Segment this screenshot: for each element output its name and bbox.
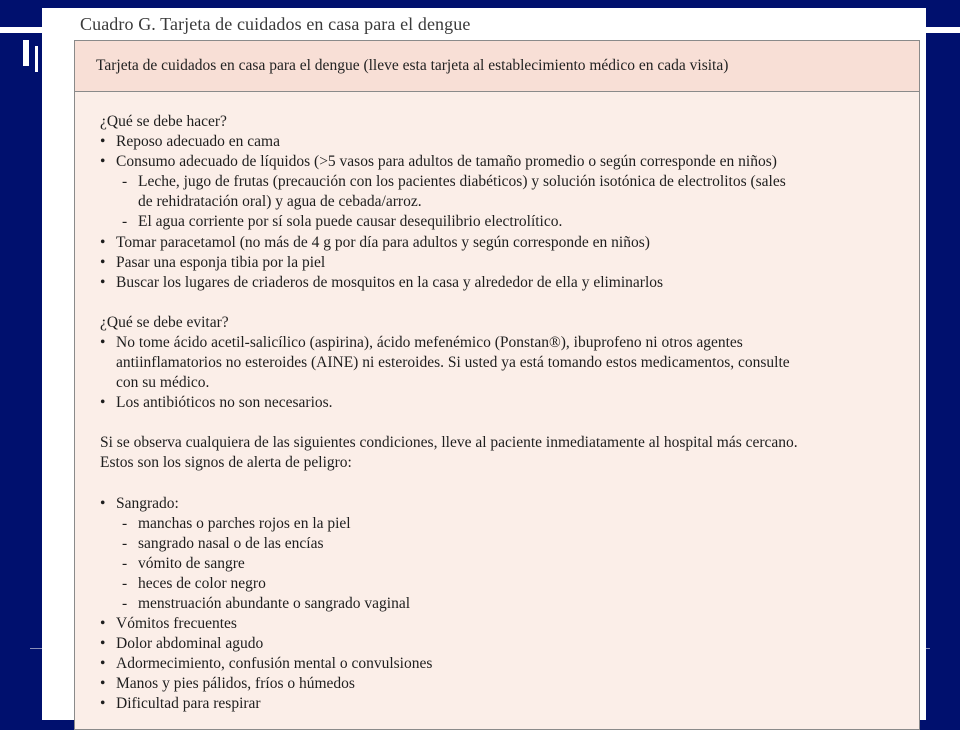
bullet-symbol: • <box>100 153 106 171</box>
warning-intro: Si se observa cualquiera de las siguientes condiciones, lleve al paciente inmediatamente al hospital más cercano. <box>100 434 798 452</box>
bullet-symbol: • <box>100 695 106 713</box>
sub-list-item: - El agua corriente por sí sola puede causar desequilibrio electrolítico. <box>100 212 901 232</box>
bullet-symbol: • <box>100 655 106 673</box>
list-item: • Consumo adecuado de líquidos (>5 vasos para adultos de tamaño promedio o según corresponde en niños) <box>100 152 901 172</box>
bullet-symbol: • <box>100 273 106 291</box>
list-item: • Pasar una esponja tibia por la piel <box>100 253 901 273</box>
list-item: • Adormecimiento, confusión mental o convulsiones <box>100 654 901 674</box>
dash-symbol: - <box>122 514 128 532</box>
bullet-symbol: • <box>100 675 106 693</box>
list-item: • Manos y pies pálidos, fríos o húmedos <box>100 674 901 694</box>
slide-corner-mark <box>23 40 29 66</box>
dash-symbol: - <box>122 594 128 612</box>
card-body <box>75 92 919 715</box>
document-page <box>42 8 926 720</box>
sub-list-item: - sangrado nasal o de las encías <box>100 534 901 554</box>
list-item: • Vómitos frecuentes <box>100 614 901 634</box>
list-item: • No tome ácido acetil-salicílico (aspirina), ácido mefenémico (Ponstan®), ibuprofeno ni otros agentes <box>100 333 901 353</box>
list-item: • Reposo adecuado en cama <box>100 132 901 152</box>
dash-symbol: - <box>122 534 128 552</box>
sub-list-item: - vómito de sangre <box>100 554 901 574</box>
sub-list-item-continuation: de rehidratación oral) y agua de cebada/arroz. <box>138 193 422 211</box>
list-item-continuation: con su médico. <box>116 374 210 392</box>
list-item-continuation: antiinflamatorios no esteroides (AINE) ni esteroides. Si usted ya está tomando estos medicamentos, consulte <box>116 354 790 372</box>
bullet-symbol: • <box>100 615 106 633</box>
bullet-symbol: • <box>100 333 106 351</box>
sub-list-item: - manchas o parches rojos en la piel <box>100 514 901 534</box>
bullet-symbol: • <box>100 133 106 151</box>
list-item: • Buscar los lugares de criaderos de mosquitos en la casa y alrededor de ella y eliminarlos <box>100 273 901 293</box>
sub-list-item: - heces de color negro <box>100 574 901 594</box>
list-item: • Dolor abdominal agudo <box>100 634 901 654</box>
slide-corner-mark-2 <box>35 46 38 72</box>
dash-symbol: - <box>122 213 128 231</box>
bullet-symbol: • <box>100 233 106 251</box>
list-item: • Los antibióticos no son necesarios. <box>100 393 901 413</box>
bullet-symbol: • <box>100 635 106 653</box>
list-item: • Dificultad para respirar <box>100 694 901 714</box>
avoid-heading: ¿Qué se debe evitar? <box>100 313 229 331</box>
dash-symbol: - <box>122 554 128 572</box>
document-title: Cuadro G. Tarjeta de cuidados en casa para el dengue <box>80 14 471 34</box>
list-item: • Sangrado: <box>100 494 901 514</box>
sub-list-item: - menstruación abundante o sangrado vaginal <box>100 594 901 614</box>
dash-symbol: - <box>122 574 128 592</box>
bullet-symbol: • <box>100 253 106 271</box>
warning-intro-continuation: Estos son los signos de alerta de peligro: <box>100 454 352 472</box>
bullet-symbol: • <box>100 394 106 412</box>
dash-symbol: - <box>122 173 128 191</box>
card-header: Tarjeta de cuidados en casa para el dengue (lleve esta tarjeta al establecimiento médico en cada visita) <box>75 41 919 92</box>
list-item: • Tomar paracetamol (no más de 4 g por día para adultos y según corresponde en niños) <box>100 233 901 253</box>
do-heading: ¿Qué se debe hacer? <box>100 113 227 130</box>
dengue-care-card <box>74 40 920 730</box>
sub-list-item: - Leche, jugo de frutas (precaución con los pacientes diabéticos) y solución isotónica de electrolitos (sales <box>100 172 901 192</box>
bullet-symbol: • <box>100 494 106 512</box>
